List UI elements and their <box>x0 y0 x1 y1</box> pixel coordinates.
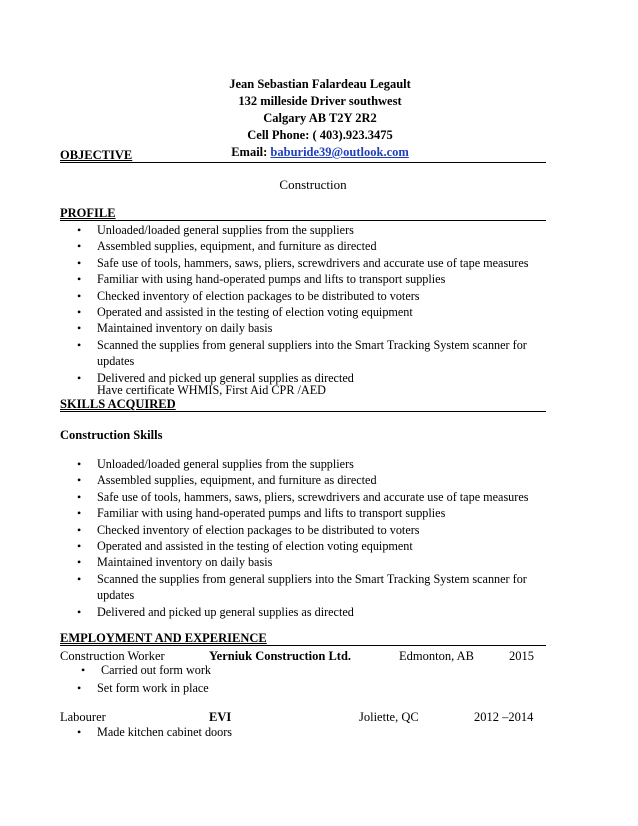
job-row <box>60 709 580 725</box>
job-company: Yerniuk Construction Ltd. <box>209 649 352 663</box>
email-link[interactable]: baburide39@outlook.com <box>270 145 409 159</box>
list-item: • Checked inventory of election packages to be distributed to voters <box>77 288 420 303</box>
list-item: • Maintained inventory on daily basis <box>77 555 273 570</box>
objective-text: Construction <box>279 177 347 192</box>
list-item: • Scanned the supplies from general suppliers into the Smart Tracking System scanner for <box>77 571 527 586</box>
list-item: • Safe use of tools, hammers, saws, pliers, screwdrivers and accurate use of tape measures <box>77 255 529 270</box>
job-duties <box>60 662 580 697</box>
list-item: • Familiar with using hand-operated pumps and lifts to transport supplies <box>77 506 446 521</box>
job-company: EVI <box>209 710 232 724</box>
list-item: • Made kitchen cabinet doors <box>77 725 233 739</box>
applicant-name: Jean Sebastian Falardeau Legault <box>229 77 411 91</box>
skills-subheading: Construction Skills <box>60 428 163 442</box>
address-line-2: Calgary AB T2Y 2R2 <box>263 111 377 125</box>
employment-heading: EMPLOYMENT AND EXPERIENCE <box>60 631 546 646</box>
objective-heading: OBJECTIVE <box>60 148 546 163</box>
phone-number: Cell Phone: ( 403).923.3475 <box>247 128 393 142</box>
job-title: Labourer <box>60 710 106 724</box>
list-item: • Set form work in place <box>77 681 209 696</box>
list-item: • Checked inventory of election packages to be distributed to voters <box>77 522 420 537</box>
profile-heading: PROFILE <box>60 206 546 221</box>
job-years: 2015 <box>509 649 534 663</box>
job-title: Construction Worker <box>60 649 165 663</box>
profile-list <box>60 222 580 386</box>
list-item: • Unloaded/loaded general supplies from the suppliers <box>77 223 354 237</box>
job-duties <box>60 724 580 740</box>
list-item: • Assembled supplies, equipment, and furniture as directed <box>77 239 377 254</box>
address-line-1: 132 milleside Driver southwest <box>238 94 402 108</box>
list-item: • Assembled supplies, equipment, and furniture as directed <box>77 473 377 488</box>
list-item: • Delivered and picked up general supplies as directed <box>77 604 354 619</box>
list-item-continuation: updates <box>97 354 135 369</box>
list-item: • Unloaded/loaded general supplies from the suppliers <box>77 457 354 471</box>
skills-heading: SKILLS ACQUIRED <box>60 397 546 412</box>
list-item-continuation: updates <box>97 588 135 603</box>
list-item: • Operated and assisted in the testing of election voting equipment <box>77 539 413 554</box>
email-label: Email: <box>231 145 271 159</box>
job-years: 2012 –2014 <box>474 710 534 724</box>
job-location: Joliette, QC <box>359 710 419 724</box>
list-item: • Operated and assisted in the testing of election voting equipment <box>77 305 413 320</box>
skills-list <box>60 456 580 620</box>
list-item: • Safe use of tools, hammers, saws, pliers, screwdrivers and accurate use of tape measures <box>77 489 529 504</box>
list-item: • Delivered and picked up general supplies as directed <box>77 370 354 385</box>
list-item: • Carried out form work <box>81 663 211 677</box>
list-item: • Maintained inventory on daily basis <box>77 321 273 336</box>
certificate-line: Have certificate WHMIS, First Aid CPR /AED <box>97 383 326 397</box>
list-item: • Familiar with using hand-operated pumps and lifts to transport supplies <box>77 272 446 287</box>
list-item: • Scanned the supplies from general suppliers into the Smart Tracking System scanner for <box>77 337 527 352</box>
job-location: Edmonton, AB <box>399 649 475 663</box>
